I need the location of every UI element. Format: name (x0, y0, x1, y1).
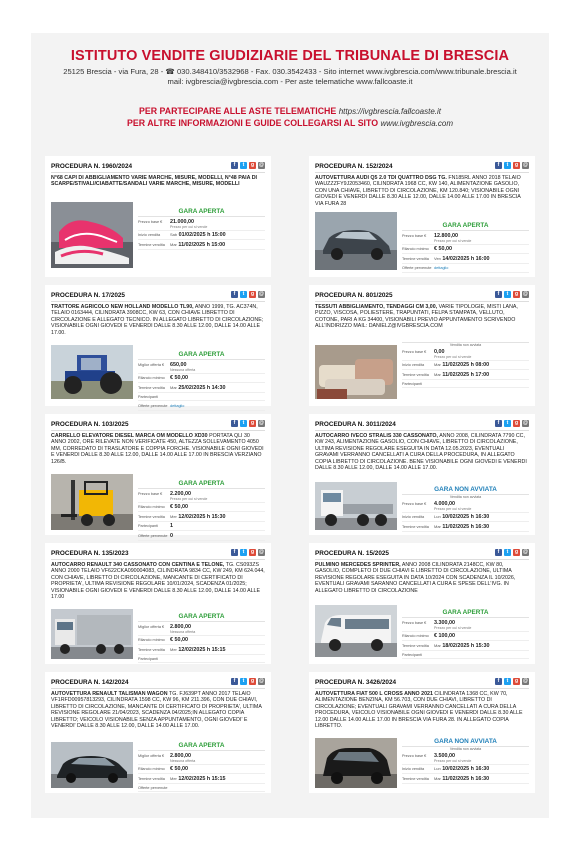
info-label: PER ALTRE INFORMAZIONI E GUIDE COLLEGARSI AL SITO (127, 118, 379, 128)
lot-info (402, 486, 529, 532)
end-label: Termine vendita (138, 514, 165, 519)
price-label: Prezzo base € (402, 620, 427, 625)
price-label: Prezzo base € (138, 491, 163, 496)
mail-icon[interactable]: @ (523, 291, 528, 297)
institute-address: 25125 Brescia - via Fura, 28 - ☎ 030.348410/3532968 - Fax. 030.3542433 - Sito internet www.ivgbrescia.com/www.tribunale.brescia.it (63, 67, 517, 76)
mail-icon[interactable]: @ (259, 549, 264, 555)
divider (51, 559, 265, 560)
end-value: 11/02/2025 h 15:00 (178, 241, 226, 248)
divider (315, 301, 529, 302)
start-label: Inizio vendita (402, 767, 425, 771)
lot-description-text: VARIE TIPOLOGIE, MISTI LANA, PIZZO, VISCOSA, POLIESTERE, TRAPUNTATI, FELPA STAMPATA, VELLUTO, COTONE, PARI A KG 34400, VISIONABILI PREVIO APPUNTAMENTO SCRIVENDO ALL'INDIRIZZO MAIL: DANIELZ@IVGBRESCIA.COM (315, 304, 518, 330)
share-icons (495, 291, 529, 298)
lot-description (51, 562, 265, 600)
price-value: 3.300,00 (434, 619, 455, 626)
start-label: Inizio vendita (402, 363, 425, 367)
lot-substatus: Vendita non avviata (449, 495, 482, 499)
best-offer-label: Miglior offerta € (138, 753, 165, 758)
start-day: Mar (434, 362, 441, 367)
divider (315, 559, 529, 560)
lot-title: PROCEDURA N. 135/2023 (51, 550, 129, 557)
price-note: Prezzo per cui si vende (434, 238, 472, 243)
lot-substatus: Vendita non avviata (449, 747, 482, 751)
twitter-icon[interactable]: t (240, 549, 247, 556)
end-day: Mar (434, 775, 441, 781)
start-day: Lun (434, 766, 441, 771)
lot-status: GARA NON AVVIATA (402, 486, 529, 495)
end-value: 11/02/2025 h 16:30 (442, 775, 490, 782)
bidders-label: Partecipanti (402, 382, 423, 386)
increment-label: Rilancio minimo (138, 376, 165, 380)
price-value: 4.000,00 (434, 500, 455, 507)
lot-info (138, 480, 265, 541)
price-note: Prezzo per cui si vende (170, 496, 208, 501)
lot-info (138, 742, 265, 792)
mail-icon[interactable]: @ (259, 162, 264, 168)
lot-card[interactable] (45, 543, 271, 664)
lot-description-bold: AUTOCARRO IVECO STRALIS 330 CASSONATO, (315, 433, 439, 439)
share-icons (231, 291, 265, 298)
lot-status: GARA APERTA (402, 222, 529, 231)
price-value: 2.800,00 (170, 752, 191, 759)
price-value: 2.200,00 (170, 490, 191, 497)
lot-substatus: Vendita non avviata (449, 343, 482, 347)
lot-title: PROCEDURA N. 142/2024 (51, 679, 129, 686)
lot-title: PROCEDURA N. 3426/2024 (315, 679, 397, 686)
end-day: Mar (170, 241, 177, 247)
google-plus-icon[interactable]: g (514, 420, 519, 426)
google-plus-icon[interactable]: g (514, 678, 519, 684)
share-icons (495, 162, 529, 169)
start-value: 10/02/2025 h 16:30 (442, 766, 490, 772)
lot-description-bold: AUTOVETTURA AUDI Q5 2.0 TDI QUATTRO DSG TG. (315, 175, 447, 181)
info-row-increment (138, 503, 265, 513)
lot-description (315, 691, 529, 729)
lot-description-text: FN185RL ANNO 2018 TELAIO WAUZZZFY9J2053460, CILINDRATA 1968 CC, KW 140, ALIMENTAZIONE GASOLIO, CON UNA CHIAVE, LIBRETTO DI CIRCOLAZIONE, KM 120.840; VISIONABILE OGNI GIOVEDI E VENERDI DALLE 8.30 ALLE 12.00, DALLE 14.00 ALLE 17.00 IN BRESCIA VIA FURA 28 (315, 175, 521, 207)
info-row-price (138, 489, 265, 503)
info-row-bidders (402, 380, 529, 389)
institute-title: ISTITUTO VENDITE GIUDIZIARIE DEL TRIBUNALE DI BRESCIA (70, 48, 510, 64)
lot-title: PROCEDURA N. 801/2025 (315, 292, 393, 299)
bidders-value: 1 (170, 523, 173, 529)
facebook-icon[interactable]: f (231, 291, 238, 298)
info-row-end (402, 370, 529, 380)
start-value: 10/02/2025 h 16:30 (442, 514, 490, 520)
lot-photo-iveco[interactable] (315, 482, 397, 530)
info-row-increment (138, 636, 265, 646)
google-plus-icon[interactable]: g (250, 678, 255, 684)
twitter-icon[interactable]: t (504, 549, 511, 556)
end-day: Mer (170, 646, 177, 652)
lot-info (138, 351, 265, 411)
divider (51, 172, 265, 173)
end-day: Mer (170, 775, 177, 781)
start-day: Lun (434, 514, 441, 519)
facebook-icon[interactable]: f (495, 420, 502, 427)
flyer-header (31, 33, 549, 148)
lot-description-bold: CARRELLO ELEVATORE DIESEL MARCA OM MODELLO XD30 (51, 433, 208, 439)
info-row-increment (402, 632, 529, 642)
share-icons (495, 678, 529, 685)
end-label: Termine vendita (138, 242, 165, 247)
lot-description-bold: PULMINO MERCEDES SPRINTER, (315, 562, 401, 568)
share-icons (231, 678, 265, 685)
mail-icon[interactable]: @ (259, 678, 264, 684)
lot-card[interactable] (309, 543, 535, 664)
telematiche-label: PER PARTECIPARE ALLE ASTE TELEMATICHE (138, 106, 337, 116)
end-label: Termine vendita (402, 524, 429, 529)
facebook-icon[interactable]: f (495, 549, 502, 556)
mail-icon[interactable]: @ (259, 291, 264, 297)
mail-icon[interactable]: @ (523, 162, 528, 168)
price-value: 21.000,00 (170, 218, 194, 225)
lot-description-text: ANNO 1999, TG. AC374N, TELAIO 0163444, CILINDRATA 3908CC, KW 63, CON CHIAVE LIBRETTO DI CIRCOLAZIONE E ALLEGATO TECNICO. IN ALLEGATO LIBRETTO DI CIRCOLAZIONE; VISIONABILE OGNI GIOVEDI E VENERDI DALLE 8.30 ALLE 12.00, DALLE 14.00 ALLE 17.00. (51, 304, 264, 336)
facebook-icon[interactable]: f (495, 162, 502, 169)
info-row-end (402, 254, 529, 264)
offers-label: Offerte pervenute (138, 403, 168, 408)
price-note: Prezzo per cui si vende (434, 354, 472, 359)
info-row-bidders (138, 522, 265, 532)
lot-card[interactable] (45, 156, 271, 277)
lot-info (402, 341, 529, 388)
best-offer-label: Miglior offerta € (138, 362, 165, 367)
end-value: 12/02/2025 h 15:15 (178, 646, 226, 653)
lot-description (51, 691, 265, 729)
price-value: 12.800,00 (434, 232, 458, 239)
info-row-end (138, 645, 265, 655)
price-label: Prezzo base € (402, 753, 427, 758)
offer-note: Nessuna offerta (170, 367, 196, 372)
increment-value: € 50,00 (170, 375, 188, 381)
start-day: Sab (170, 232, 178, 237)
lot-card[interactable] (45, 672, 271, 793)
end-value: 14/02/2025 h 16:00 (442, 255, 490, 262)
info-row-start (402, 765, 529, 775)
lot-description-text: ANNO 2008 CILINDRATA 2148CC, KW 80, GASOLIO, COMPLETO DI DUE CHIAVI E LIBRETTO DI CIRCOLAZIONE, ULTIMA REVISIONE REGOLARE ESEGUITA IN DATA 10/2024 CON SCADENZA IL 10/2026, EVENTUALI GRAVAMI SARANNO CANCELLATI A CURA E SPESE DELL'IVG. IN ALLEGATO LIBRETTO DI CIRCOLAZIONE (315, 562, 516, 594)
lot-status: GARA APERTA (138, 742, 265, 751)
mail-icon[interactable]: @ (523, 420, 528, 426)
divider (315, 172, 529, 173)
info-row-start (138, 231, 265, 241)
info-row-price (402, 499, 529, 513)
offers-label: Offerte pervenute (402, 266, 432, 270)
lot-description-bold: AUTOVETTURA FIAT 500 L CROSS ANNO 2021 (315, 691, 433, 697)
lot-title: PROCEDURA N. 103/2025 (51, 421, 129, 428)
google-plus-icon[interactable]: g (514, 549, 519, 555)
lot-description-bold: TRATTORE AGRICOLO NEW HOLLAND MODELLO TL90, (51, 304, 194, 310)
divider (315, 430, 529, 431)
info-row-end (402, 641, 529, 651)
start-value: 11/02/2025 h 08:00 (442, 362, 490, 368)
facebook-icon[interactable]: f (231, 549, 238, 556)
info-row-start (402, 513, 529, 523)
info-row-price (138, 217, 265, 231)
lot-photo-fabrics[interactable] (315, 345, 397, 399)
price-value: 650,00 (170, 361, 187, 368)
lot-info (402, 609, 529, 659)
increment-value: € 100,00 (434, 633, 455, 639)
price-value: 3.500,00 (434, 752, 455, 759)
increment-label: Rilancio minimo (138, 767, 165, 771)
twitter-icon[interactable]: t (504, 678, 511, 685)
lot-card[interactable] (309, 285, 535, 406)
mail-icon[interactable]: @ (259, 420, 264, 426)
offer-note: Nessuna offerta (170, 629, 196, 634)
price-label: Prezzo base € (402, 233, 427, 238)
end-label: Termine vendita (138, 776, 165, 781)
share-icons (231, 162, 265, 169)
lot-photo-tractor[interactable] (51, 345, 133, 399)
facebook-icon[interactable]: f (231, 420, 238, 427)
twitter-icon[interactable]: t (504, 162, 511, 169)
lot-status: GARA APERTA (402, 609, 529, 618)
lot-title: PROCEDURA N. 3011/2024 (315, 421, 396, 428)
increment-label: Rilancio minimo (402, 634, 429, 638)
lot-title: PROCEDURA N. 152/2024 (315, 163, 393, 170)
offers-value: 0 (170, 532, 173, 539)
twitter-icon[interactable]: t (504, 291, 511, 298)
lot-info (402, 222, 529, 273)
bidders-label: Partecipanti (402, 653, 423, 657)
end-label: Termine vendita (402, 643, 429, 648)
increment-value: € 50,00 (170, 504, 188, 510)
end-label: Termine vendita (402, 256, 429, 261)
twitter-icon[interactable]: t (240, 678, 247, 685)
lot-info (138, 613, 265, 663)
info-row-end (138, 512, 265, 522)
price-label: Prezzo base € (402, 349, 427, 354)
facebook-icon[interactable]: f (231, 678, 238, 685)
lot-title: PROCEDURA N. 17/2025 (51, 292, 125, 299)
lot-photo-shoes[interactable] (51, 202, 133, 268)
info-row-offers (138, 784, 265, 793)
lot-photo-forklift[interactable] (51, 474, 133, 530)
info-row-offers (138, 531, 265, 541)
bidders-label: Partecipanti (138, 524, 159, 528)
info-row-bidders (138, 655, 265, 664)
bidders-label: Partecipanti (138, 657, 159, 661)
lot-description (51, 304, 265, 336)
lot-description (315, 175, 529, 207)
lot-description (51, 175, 265, 188)
google-plus-icon[interactable]: g (250, 291, 255, 297)
info-row-end (402, 522, 529, 532)
end-day: Mar (170, 384, 177, 390)
facebook-icon[interactable]: f (231, 162, 238, 169)
increment-value: € 50,00 (170, 766, 188, 772)
twitter-icon[interactable]: t (240, 420, 247, 427)
end-value: 25/02/2025 h 14:30 (178, 384, 226, 391)
price-note: Prezzo per cui si vende (434, 625, 472, 630)
detail-link[interactable]: dettaglio (170, 403, 185, 408)
google-plus-icon[interactable]: g (250, 162, 255, 168)
start-label: Inizio vendita (402, 515, 425, 519)
lot-description-bold: AUTOVETTURA RENAULT TALISMAN WAGON (51, 691, 168, 697)
lot-card[interactable] (309, 414, 535, 535)
lot-description (315, 433, 529, 471)
end-value: 12/02/2025 h 15:30 (178, 513, 226, 520)
lot-title: PROCEDURA N. 15/2025 (315, 550, 389, 557)
info-row-best-offer (138, 751, 265, 765)
bidders-label: Partecipanti (138, 395, 159, 399)
mail-icon[interactable]: @ (523, 678, 528, 684)
lot-description-bold: AUTOCARRO RENAULT 340 CASSONATO CON CENTINA E TELONE, (51, 562, 225, 568)
lot-description-bold: TESSUTI ABBIGLIAMENTO, TENDAGGI CM 3,00, (315, 304, 438, 310)
lot-photo-audi[interactable] (315, 212, 397, 270)
info-row-end (138, 774, 265, 784)
end-day: Mer (170, 513, 177, 519)
end-day: Mar (434, 642, 441, 648)
lot-description-bold: N°68 CAPI DI ABBIGLIAMENTO VARIE MARCHE, MISURE, MODELLI, N°48 PAIA DI SCARPE/STIVALI/CIABATTE/SANDALI VARIE MARCHE, MISURE, MODELLI (51, 175, 258, 188)
info-row-price (402, 618, 529, 632)
twitter-icon[interactable]: t (240, 162, 247, 169)
info-row-start (402, 361, 529, 371)
increment-label: Rilancio minimo (402, 247, 429, 251)
divider (51, 301, 265, 302)
end-day: Ven (434, 255, 441, 261)
lot-status: GARA NON AVVIATA (402, 738, 529, 747)
info-row-price (402, 347, 529, 361)
increment-label: Rilancio minimo (138, 505, 165, 509)
end-label: Termine vendita (402, 776, 429, 781)
lot-description (51, 433, 265, 465)
increment-value: € 50,00 (434, 246, 452, 252)
detail-link[interactable]: dettaglio (434, 266, 449, 270)
share-icons (231, 549, 265, 556)
lot-info (138, 208, 265, 250)
lot-photo-sprinter[interactable] (315, 605, 397, 657)
price-value: 2.800,00 (170, 623, 191, 630)
twitter-icon[interactable]: t (240, 291, 247, 298)
start-label: Inizio vendita (138, 233, 161, 237)
lot-card[interactable] (45, 414, 271, 539)
end-value: 11/02/2025 h 17:00 (442, 371, 490, 378)
price-note: Prezzo per cui si vende (434, 758, 472, 763)
end-value: 12/02/2025 h 15:15 (178, 775, 226, 782)
increment-label: Rilancio minimo (138, 638, 165, 642)
share-icons (495, 420, 529, 427)
info-row-best-offer (138, 360, 265, 374)
end-label: Termine vendita (138, 647, 165, 652)
share-icons (231, 420, 265, 427)
share-icons (495, 549, 529, 556)
info-link[interactable]: www.ivgbrescia.com (380, 119, 453, 128)
end-label: Termine vendita (402, 372, 429, 377)
telematiche-link[interactable]: https://ivgbrescia.fallcoaste.it (338, 107, 442, 116)
lot-card[interactable] (45, 285, 271, 406)
lot-description-text: TG. CS093ZS ANNO 2000 TELAIO VF622CKA090004083, CILINDRATA 9834 CC, KW 249, KM 624.044, CON CHIAVE, LIBRETTO DI CIRCOLAZIONE, MANCANTE DI CERTIFICATO DI PROPRIETA', ULTIMA REVISIONE REGOLARE 10/01/2024, SCADENZA 01/2025; VISIONABILE OGNI GIOVEDI E VENERDI DALLE 8.30 ALLE 12.00, DALLE 14.00 ALLE 17.00 (51, 562, 265, 601)
best-offer-label: Miglior offerta € (138, 624, 165, 629)
end-day: Mar (434, 371, 441, 377)
info-row-offers (138, 401, 265, 411)
increment-value: € 50,00 (170, 637, 188, 643)
lot-description-text: TG. FJ639PT ANNO 2017 TELAIO VF1RFD00957813293, CILINDRATA 1598 CC, KW 96, KM 211.396, CON DUE CHIAVI, LIBRETTO DI CIRCOLAZIONE, MANCANTE DI CERTIFICATO DI PROPRIETA', ULTIMA REVISIONE REGOLARE 21/04/2023, SCADENZA 04/2025;IN ALLEGATO COPIA LIBRETTO; VEICOLO VISIONABILE SENZA APPUNTAMENTO, OGNI GIOVEDI' E VENERDI' DALLE 8.30 ALLE 12.00, DALLE 14.00 ALLE 17.00. (51, 691, 262, 730)
divider (315, 688, 529, 689)
lot-status: GARA APERTA (138, 351, 265, 360)
lot-status: GARA APERTA (138, 613, 265, 622)
info-row-increment (138, 765, 265, 775)
info-row-end (138, 240, 265, 250)
lot-info (402, 738, 529, 784)
lot-title: PROCEDURA N. 1960/2024 (51, 163, 133, 170)
lot-description (315, 562, 529, 594)
info-row-price (402, 231, 529, 245)
info-row-bidders (402, 651, 529, 660)
google-plus-icon[interactable]: g (250, 420, 255, 426)
lot-description (315, 304, 529, 330)
google-plus-icon[interactable]: g (250, 549, 255, 555)
twitter-icon[interactable]: t (504, 420, 511, 427)
telematiche-banner (31, 106, 549, 116)
info-row-best-offer (138, 622, 265, 636)
google-plus-icon[interactable]: g (514, 162, 519, 168)
start-value: 01/02/2025 h 15:00 (178, 232, 226, 238)
end-label: Termine vendita (138, 385, 165, 390)
info-row-increment (402, 245, 529, 255)
lot-photo-fiat[interactable] (315, 738, 397, 788)
price-label: Prezzo base € (402, 501, 427, 506)
offers-label: Offerte pervenute (138, 786, 168, 790)
end-day: Mar (434, 523, 441, 529)
institute-mail: mail: ivgbrescia@ivgbrescia.com - Per aste telematiche www.fallcoaste.it (167, 77, 413, 86)
mail-icon[interactable]: @ (523, 549, 528, 555)
end-value: 18/02/2025 h 15:30 (442, 642, 490, 649)
info-row-end (402, 774, 529, 784)
facebook-icon[interactable]: f (495, 678, 502, 685)
info-row-increment (138, 374, 265, 384)
lot-photo-talisman[interactable] (51, 742, 133, 788)
lot-description-text: CILINDRATA 1368 CC, KW 70, ALIMENTAZIONE BENZINA, KM 56.703, CON DUE CHIAVI, LIBRETTO DI CIRCOLAZIONE; EVENTUALI GRAVAMI VERRANNO CANCELLATI A CURA DELLA PROCEDURA, VEICOLO VISIONABILE OGNI GIOVEDI E VENERDI DALLE 8.30 ALLE 12.00 DALLE 14.00 ALLE 17.00 IN BRESCIA VIA FURA 28. IN ALLEGATO COPIA LIBRETTO. (315, 691, 523, 730)
end-value: 11/02/2025 h 16:30 (442, 523, 490, 530)
flyer-sheet (31, 33, 549, 818)
google-plus-icon[interactable]: g (514, 291, 519, 297)
offers-label: Offerte pervenute (138, 533, 168, 538)
info-row-end (138, 383, 265, 393)
offer-note: Nessuna offerta (170, 758, 196, 763)
info-banner (31, 118, 549, 128)
info-row-price (402, 751, 529, 765)
price-label: Prezzo base € (138, 219, 163, 224)
lot-status: GARA APERTA (138, 208, 265, 217)
divider (51, 430, 265, 431)
facebook-icon[interactable]: f (495, 291, 502, 298)
price-value: 0,00 (434, 348, 445, 355)
price-note: Prezzo per cui si vende (170, 224, 208, 229)
lot-photo-renault-truck[interactable] (51, 609, 133, 659)
lot-status: GARA APERTA (138, 480, 265, 489)
info-row-bidders (138, 393, 265, 402)
lot-card[interactable] (309, 156, 535, 277)
lot-description-text: ANNO 2008, CILINDRATA 7790 CC, KW 243, ALIMENTAZIONE GASOLIO, CON CHIAVE, LIBRETTO DI CIRCOLAZIONE, ULTIMA REVISIONE REGOLARE ESEGUITA IN DATA 12.05.2023, EVENTUALI GRAVAMI VERRANNO CANCELLATI A CURA DELLA PROCEDURA, IN ALLEGATO COPIA LIBRETTO DI CIRCOLAZIONE. BENE VISIONABILE OGNI GIOVEDI E VENERDI DALLE 8.30 ALLE 12.00, DALLE 14.00 ALLE 17.00. (315, 433, 527, 472)
divider (51, 688, 265, 689)
info-row-offers (402, 264, 529, 274)
lot-card[interactable] (309, 672, 535, 793)
price-note: Prezzo per cui si vende (434, 506, 472, 511)
lot-description-text: PORTATA QLI 30 ANNO 2002, ORE RILEVATE NON VERIFICATE 450, ALTEZZA SOLLEVAMENTO 4050 MM, CORREDATO DI TRASLATORE E COPPIA FORCHE. VISIONABILE OGNI GIOVEDI E VENERDI DALLE 8.30 ALLE 12.00, DALLE 14.00 ALLE 17.00 IN BRESCIA VERZIANO 126/B. (51, 433, 264, 465)
